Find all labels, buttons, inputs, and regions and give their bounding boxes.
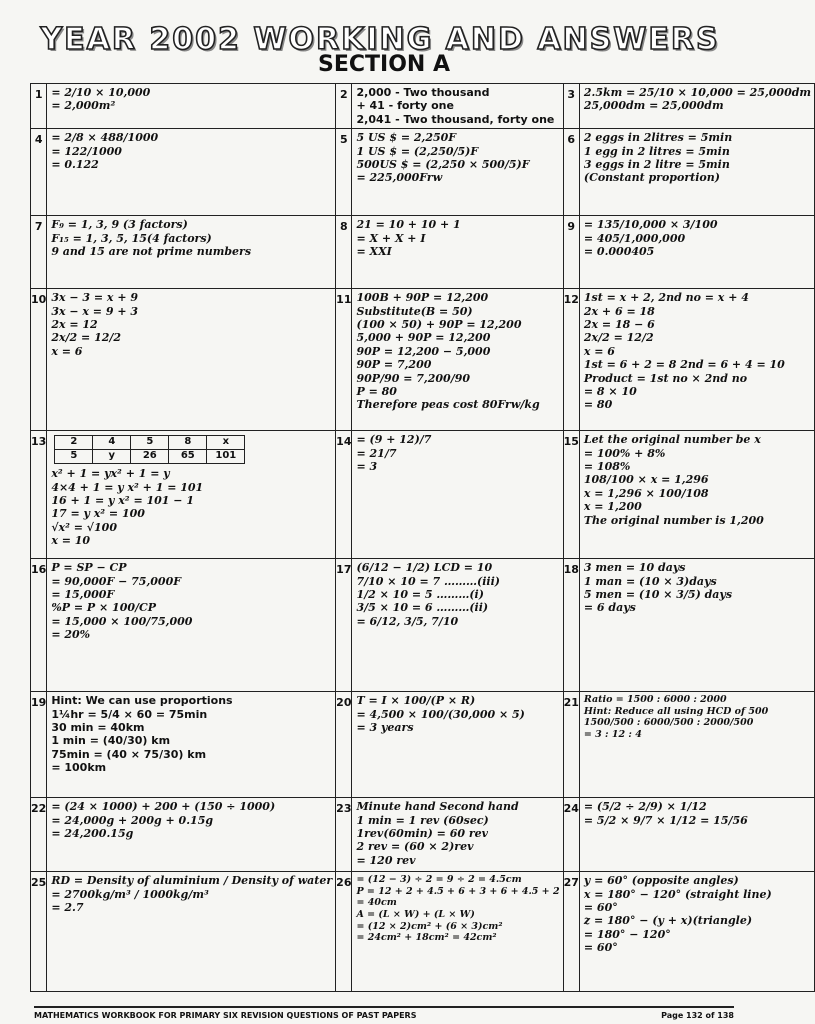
answer-row bbox=[31, 216, 815, 289]
working-line: + 41 - forty one bbox=[356, 99, 454, 113]
working-line: 1 min = 1 rev (60sec) bbox=[356, 813, 489, 827]
number-pattern-table bbox=[54, 435, 245, 464]
answer-cell bbox=[579, 289, 814, 431]
working-line: 1 min = (40/30) km bbox=[51, 734, 171, 748]
answer-cell bbox=[579, 431, 814, 559]
working-line: = 90,000F − 75,000F bbox=[51, 574, 182, 588]
answer-row bbox=[31, 129, 815, 216]
working-line: = 24,000g + 200g + 0.15g bbox=[51, 813, 214, 827]
working-line: x = 6 bbox=[583, 344, 615, 358]
answer-cell bbox=[352, 872, 563, 992]
working-line: = 108% bbox=[583, 460, 631, 474]
working-line: = 60° bbox=[583, 941, 618, 955]
working-line: 2x/2 = 12/2 bbox=[583, 331, 654, 345]
working-line: 2.5km = 25/10 × 10,000 = 25,000dm bbox=[583, 86, 812, 99]
answer-cell bbox=[47, 289, 336, 431]
working-line: = 6 days bbox=[583, 601, 636, 615]
working-line: 25,000dm = 25,000dm bbox=[583, 99, 724, 113]
working-line: P = 80 bbox=[356, 385, 397, 399]
question-number: 6 bbox=[563, 129, 579, 216]
working-line: 1¼hr = 5/4 × 60 = 75min bbox=[51, 707, 208, 721]
working-line: = 21/7 bbox=[356, 446, 397, 460]
question-number: 18 bbox=[563, 559, 579, 692]
working-line: 9 and 15 are not prime numbers bbox=[51, 245, 252, 259]
question-number: 13 bbox=[31, 431, 47, 559]
answer-row bbox=[31, 692, 815, 798]
answers-grid bbox=[30, 83, 815, 992]
working-line: = XXI bbox=[356, 245, 392, 259]
working-line: 7/10 × 10 = 7 ………(iii) bbox=[356, 574, 500, 588]
working-line: 75min = (40 × 75/30) km bbox=[51, 747, 207, 761]
question-number: 9 bbox=[563, 216, 579, 289]
answer-cell bbox=[47, 692, 336, 798]
working-line: Hint: We can use proportions bbox=[51, 694, 233, 708]
section-heading: SECTION A bbox=[317, 52, 450, 77]
working-line: 2 rev = (60 × 2)rev bbox=[356, 840, 474, 854]
working-line: 21 = 10 + 10 + 1 bbox=[356, 218, 461, 232]
working-line: z = 180° − (y + x)(triangle) bbox=[583, 914, 753, 928]
answer-cell bbox=[47, 559, 336, 692]
working-line: = (12 − 3) ÷ 2 = 9 ÷ 2 = 4.5cm bbox=[356, 874, 522, 886]
question-number: 19 bbox=[31, 692, 47, 798]
working-line: 5 US $ = 2,250F bbox=[356, 131, 457, 145]
working-line: 3x − 3 = x + 9 bbox=[51, 291, 139, 305]
working-line: = 0.122 bbox=[51, 158, 99, 172]
working-line: 3x − x = 9 + 3 bbox=[51, 304, 139, 318]
working-line: x = 10 bbox=[51, 534, 91, 548]
working-line: = 180° − 120° bbox=[583, 927, 671, 941]
pattern-cell: 101 bbox=[207, 450, 245, 464]
working-line: 2x = 18 − 6 bbox=[583, 318, 655, 332]
working-line: Product = 1st no × 2nd no bbox=[583, 371, 748, 385]
working-line: 500US $ = (2,250 × 500/5)F bbox=[356, 158, 530, 172]
working-line: F₁₅ = 1, 3, 5, 15(4 factors) bbox=[51, 231, 212, 245]
answer-cell bbox=[352, 289, 563, 431]
answer-cell bbox=[352, 216, 563, 289]
working-line: %P = P × 100/CP bbox=[51, 601, 157, 615]
working-line: 2x/2 = 12/2 bbox=[51, 331, 122, 345]
working-line: T = I × 100/(P × R) bbox=[356, 694, 476, 708]
question-number: 21 bbox=[563, 692, 579, 798]
question-number: 8 bbox=[336, 216, 352, 289]
working-line: = 405/1,000,000 bbox=[583, 231, 686, 245]
question-number: 23 bbox=[336, 798, 352, 872]
answer-cell bbox=[352, 84, 563, 129]
working-line: = (12 × 2)cm² + (6 × 3)cm² bbox=[356, 920, 503, 932]
working-line: 1st = x + 2, 2nd no = x + 4 bbox=[583, 291, 749, 305]
answer-cell bbox=[579, 798, 814, 872]
working-line: = 100% + 8% bbox=[583, 446, 666, 460]
working-line: 1 US $ = (2,250/5)F bbox=[356, 144, 479, 158]
working-line: 100B + 90P = 12,200 bbox=[356, 291, 489, 305]
working-line: Therefore peas cost 80Frw/kg bbox=[356, 398, 540, 412]
answer-cell bbox=[352, 129, 563, 216]
answer-row bbox=[31, 84, 815, 129]
answer-row bbox=[31, 798, 815, 872]
working-line: P = SP − CP bbox=[51, 561, 127, 575]
working-line: = X + X + I bbox=[356, 231, 426, 245]
working-line: 1 egg in 2 litres = 5min bbox=[583, 144, 730, 158]
working-line: 2,000 - Two thousand bbox=[356, 86, 490, 99]
answer-cell bbox=[47, 129, 336, 216]
page-number: Page 132 of 138 bbox=[661, 1011, 734, 1020]
working-line: 5,000 + 90P = 12,200 bbox=[356, 331, 491, 345]
answer-row bbox=[31, 431, 815, 559]
working-line: (100 × 50) + 90P = 12,200 bbox=[356, 318, 522, 332]
answer-cell bbox=[579, 692, 814, 798]
working-line: 1500/500 : 6000/500 : 2000/500 bbox=[583, 717, 754, 729]
working-line: = 100km bbox=[51, 761, 107, 775]
working-line: = 5/2 × 9/7 × 1/12 = 15/56 bbox=[583, 813, 748, 827]
working-line: 90P = 7,200 bbox=[356, 358, 432, 372]
working-line: 90P = 12,200 − 5,000 bbox=[356, 344, 491, 358]
question-number: 1 bbox=[31, 84, 47, 129]
working-line: = 8 × 10 bbox=[583, 385, 637, 399]
working-line: = 24cm² + 18cm² = 42cm² bbox=[356, 932, 497, 944]
working-line: 3 men = 10 days bbox=[583, 561, 686, 575]
working-line: P = 12 + 2 + 4.5 + 6 + 3 + 6 + 4.5 + 2 bbox=[356, 885, 560, 897]
answer-cell bbox=[352, 692, 563, 798]
question-number: 12 bbox=[563, 289, 579, 431]
question-number: 26 bbox=[336, 872, 352, 992]
working-line: 1rev(60min) = 60 rev bbox=[356, 827, 489, 841]
working-line: √x² = √100 bbox=[51, 520, 117, 534]
working-line: Substitute(B = 50) bbox=[356, 304, 473, 318]
answer-cell bbox=[352, 559, 563, 692]
answer-cell bbox=[579, 84, 814, 129]
question-number: 15 bbox=[563, 431, 579, 559]
working-line: = 3 bbox=[356, 460, 378, 474]
pattern-cell: 65 bbox=[169, 450, 207, 464]
question-number: 3 bbox=[563, 84, 579, 129]
working-line: = 2/8 × 488/1000 bbox=[51, 131, 159, 145]
working-line: (Constant proportion) bbox=[583, 171, 720, 185]
answer-cell bbox=[579, 559, 814, 692]
working-line: = 20% bbox=[51, 628, 91, 642]
working-line: x² + 1 = yx² + 1 = y bbox=[51, 467, 170, 481]
working-line: = 24,200.15g bbox=[51, 827, 134, 841]
answer-cell bbox=[579, 216, 814, 289]
working-line: 4×4 + 1 = y x² + 1 = 101 bbox=[51, 480, 204, 494]
answer-cell bbox=[47, 798, 336, 872]
question-number: 7 bbox=[31, 216, 47, 289]
working-line: = (24 × 1000) + 200 + (150 ÷ 1000) bbox=[51, 800, 276, 814]
working-line: 16 + 1 = y x² = 101 − 1 bbox=[51, 494, 194, 508]
pattern-cell: 4 bbox=[93, 436, 131, 450]
working-line: 5 men = (10 × 3/5) days bbox=[583, 588, 733, 602]
working-line: 2x + 6 = 18 bbox=[583, 304, 655, 318]
working-line: = 3 : 12 : 4 bbox=[583, 728, 642, 740]
working-line: 108/100 × x = 1,296 bbox=[583, 473, 709, 487]
answer-cell bbox=[579, 872, 814, 992]
working-line: A = (L × W) + (L × W) bbox=[356, 908, 475, 920]
question-number: 20 bbox=[336, 692, 352, 798]
pattern-cell: y bbox=[93, 450, 131, 464]
working-line: = 2/10 × 10,000 bbox=[51, 86, 151, 99]
question-number: 25 bbox=[31, 872, 47, 992]
working-line: = 0.000405 bbox=[583, 245, 655, 259]
working-line: = 3 years bbox=[356, 721, 414, 735]
working-line: The original number is 1,200 bbox=[583, 513, 764, 527]
working-line: Hint: Reduce all using HCD of 500 bbox=[583, 705, 769, 717]
working-line: 1st = 6 + 2 = 8 2nd = 6 + 4 = 10 bbox=[583, 358, 785, 372]
working-line: = 225,000Frw bbox=[356, 171, 443, 185]
working-line: 3 eggs in 2 litre = 5min bbox=[583, 158, 730, 172]
question-number: 2 bbox=[336, 84, 352, 129]
working-line: = 2700kg/m³ / 1000kg/m³ bbox=[51, 887, 209, 901]
working-line: 3/5 × 10 = 6 ………(ii) bbox=[356, 601, 489, 615]
working-line: = 135/10,000 × 3/100 bbox=[583, 218, 718, 232]
pattern-cell: 8 bbox=[169, 436, 207, 450]
answer-cell bbox=[352, 798, 563, 872]
footer-title: MATHEMATICS WORKBOOK FOR PRIMARY SIX REVISION QUESTIONS OF PAST PAPERS bbox=[34, 1011, 417, 1020]
working-line: x = 1,200 bbox=[583, 500, 642, 514]
question-number: 27 bbox=[563, 872, 579, 992]
working-line: 1 man = (10 × 3)days bbox=[583, 574, 717, 588]
question-number: 10 bbox=[31, 289, 47, 431]
question-number: 22 bbox=[31, 798, 47, 872]
working-line: 30 min = 40km bbox=[51, 721, 145, 735]
working-line: = 80 bbox=[583, 398, 613, 412]
pattern-cell: 5 bbox=[55, 450, 93, 464]
working-line: RD = Density of aluminium / Density of water bbox=[51, 874, 333, 888]
working-line: = 4,500 × 100/(30,000 × 5) bbox=[356, 707, 525, 721]
working-line: = 15,000F bbox=[51, 588, 115, 602]
answer-cell bbox=[47, 431, 336, 559]
working-line: = 2,000m² bbox=[51, 99, 116, 113]
pattern-cell: 2 bbox=[55, 436, 93, 450]
answer-cell bbox=[579, 129, 814, 216]
question-number: 14 bbox=[336, 431, 352, 559]
working-line: x = 1,296 × 100/108 bbox=[583, 486, 709, 500]
question-number: 11 bbox=[336, 289, 352, 431]
question-number: 24 bbox=[563, 798, 579, 872]
working-line: = 15,000 × 100/75,000 bbox=[51, 614, 193, 628]
working-line: = 6/12, 3/5, 7/10 bbox=[356, 614, 459, 628]
working-line: = (9 + 12)/7 bbox=[356, 433, 432, 447]
working-line: 2,041 - Two thousand, forty one bbox=[356, 112, 555, 126]
working-line: Ratio = 1500 : 6000 : 2000 bbox=[583, 694, 727, 706]
working-line: = 120 rev bbox=[356, 853, 416, 867]
answer-row bbox=[31, 872, 815, 992]
working-line: = (5/2 ÷ 2/9) × 1/12 bbox=[583, 800, 707, 814]
working-line: (6/12 − 1/2) LCD = 10 bbox=[356, 561, 493, 575]
working-line: Minute hand Second hand bbox=[356, 800, 519, 814]
working-line: = 122/1000 bbox=[51, 144, 122, 158]
working-line: 1/2 × 10 = 5 ………(i) bbox=[356, 588, 484, 602]
working-line: 2 eggs in 2litres = 5min bbox=[583, 131, 733, 145]
working-line: x = 180° − 120° (straight line) bbox=[583, 887, 772, 901]
question-number: 4 bbox=[31, 129, 47, 216]
working-line: 2x = 12 bbox=[51, 318, 98, 332]
answer-cell bbox=[352, 431, 563, 559]
question-number: 16 bbox=[31, 559, 47, 692]
answer-cell bbox=[47, 216, 336, 289]
page-title: YEAR 2002 WORKING AND ANSWERS bbox=[40, 22, 720, 57]
answer-cell bbox=[47, 872, 336, 992]
working-line: 90P/90 = 7,200/90 bbox=[356, 371, 471, 385]
working-line: 17 = y x² = 100 bbox=[51, 507, 145, 521]
pattern-cell: 26 bbox=[131, 450, 169, 464]
working-line: = 2.7 bbox=[51, 901, 84, 915]
answer-row bbox=[31, 559, 815, 692]
working-line: x = 6 bbox=[51, 344, 83, 358]
working-line: = 40cm bbox=[356, 897, 397, 909]
answer-row bbox=[31, 289, 815, 431]
working-line: y = 60° (opposite angles) bbox=[583, 874, 739, 888]
working-line: F₉ = 1, 3, 9 (3 factors) bbox=[51, 218, 188, 232]
working-line: Let the original number be x bbox=[583, 433, 761, 447]
page-footer bbox=[34, 1006, 734, 1020]
question-number: 17 bbox=[336, 559, 352, 692]
answer-cell bbox=[47, 84, 336, 129]
pattern-cell: 5 bbox=[131, 436, 169, 450]
question-number: 5 bbox=[336, 129, 352, 216]
pattern-cell: x bbox=[207, 436, 245, 450]
working-line: = 60° bbox=[583, 901, 618, 915]
